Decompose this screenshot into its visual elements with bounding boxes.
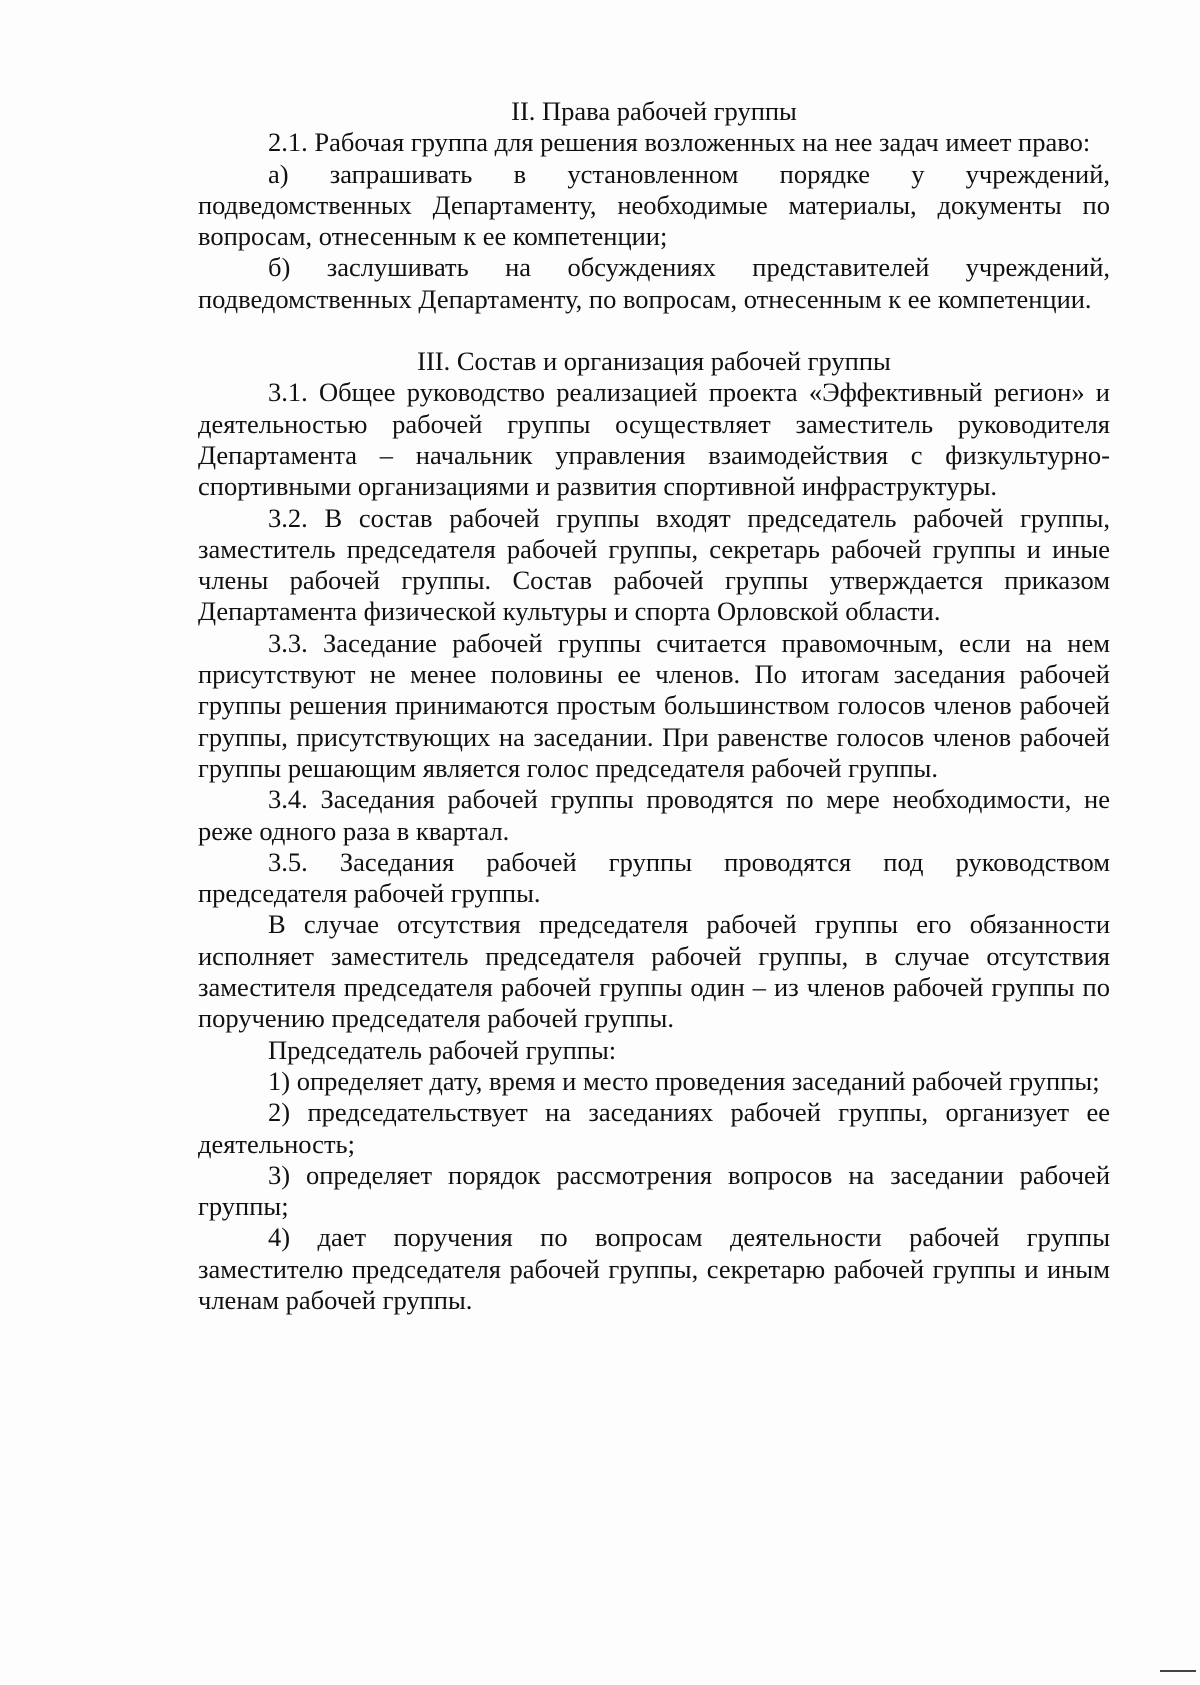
section-3-paragraph-4: 3.4. Заседания рабочей группы проводятся по мере необходимости, не реже одного раза в квартал.	[198, 784, 1110, 846]
section-2-title: II. Права рабочей группы	[511, 96, 797, 126]
section-3-paragraph-10: 3) определяет порядок рассмотрения вопросов на заседании рабочей группы;	[198, 1159, 1110, 1222]
document-body	[198, 96, 1110, 1316]
section-3-paragraph-9: 2) председательствует на заседаниях рабочей группы, организует ее деятельность;	[198, 1097, 1110, 1159]
section-2-paragraph-1: 2.1. Рабочая группа для решения возложенных на нее задач имеет право:	[268, 127, 1091, 158]
section-3-paragraph-1: 3.1. Общее руководство реализацией проекта «Эффективный регион» и деятельностью рабочей группы осуществляет заместитель руководителя Департамента – начальник управления взаимодействия с физкультурно-спортивными организациями и развития спортивной инфраструктуры.	[198, 377, 1110, 502]
section-3-paragraph-6: В случае отсутствия председателя рабочей группы его обязанности исполняет заместитель председателя рабочей группы, в случае отсутствия заместителя председателя рабочей группы один – из членов рабочей группы по поручению председателя рабочей группы.	[198, 909, 1110, 1034]
section-2-paragraph-2: а) запрашивать в установленном порядке у учреждений, подведомственных Департаменту, необходимые материалы, документы по вопросам, отнесенным к ее компетенции;	[198, 158, 1110, 252]
section-3-title: III. Состав и организация рабочей группы	[417, 346, 891, 377]
section-3-paragraph-8: 1) определяет дату, время и место проведения заседаний рабочей группы;	[268, 1065, 1100, 1096]
section-2-paragraph-3: б) заслушивать на обсуждениях представителей учреждений, подведомственных Департаменту, по вопросам, отнесенным к ее компетенции.	[198, 252, 1110, 314]
scan-artifact-line	[1160, 1670, 1196, 1672]
section-3-paragraph-2: 3.2. В состав рабочей группы входят председатель рабочей группы, заместитель председателя рабочей группы, секретарь рабочей группы и иные члены рабочей группы. Состав рабочей группы утверждается приказом Департамента физической культуры и спорта Орловской области.	[198, 502, 1110, 627]
section-3-paragraph-7: Председатель рабочей группы:	[268, 1034, 617, 1065]
section-3-paragraph-3: 3.3. Заседание рабочей группы считается правомочным, если на нем присутствуют не менее половины ее членов. По итогам заседания рабочей группы решения принимаются простым большинством голосов членов рабочей группы, присутствующих на заседании. При равенстве голосов членов рабочей группы решающим является голос председателя рабочей группы.	[198, 627, 1110, 783]
section-3-paragraph-5: 3.5. Заседания рабочей группы проводятся под руководством председателя рабочей группы.	[198, 846, 1110, 909]
section-3-paragraph-11: 4) дает поручения по вопросам деятельности рабочей группы заместителю председателя рабочей группы, секретарю рабочей группы и иным членам рабочей группы.	[198, 1222, 1110, 1315]
